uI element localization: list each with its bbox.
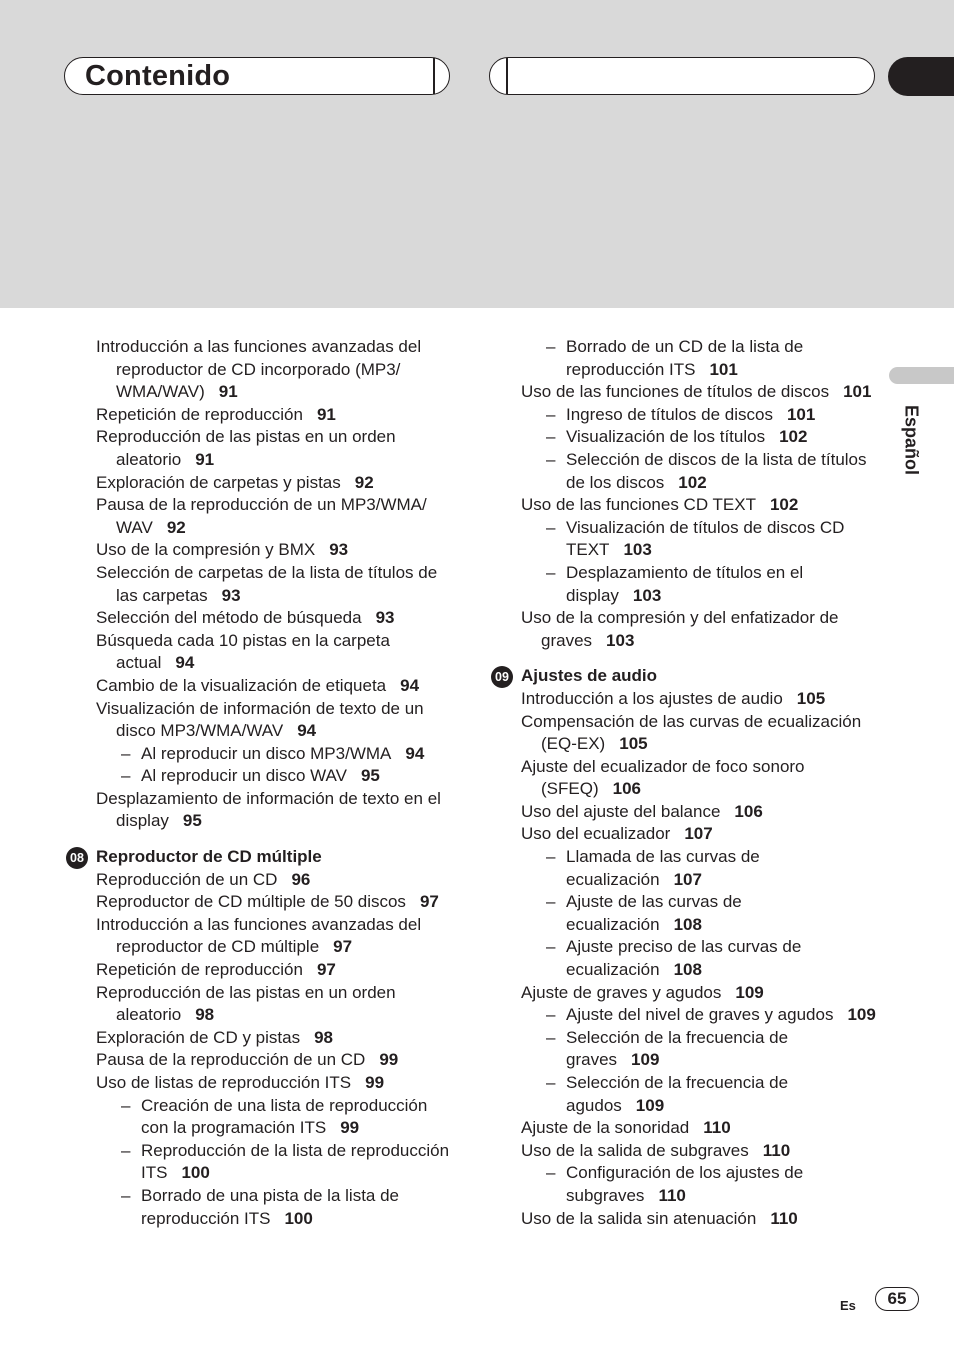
toc-entry[interactable] xyxy=(521,494,881,517)
toc-entry-title: Configuración de los ajustes de subgraves xyxy=(566,1163,804,1205)
toc-entry[interactable] xyxy=(96,539,456,562)
toc-entry[interactable] xyxy=(521,381,881,404)
subentry-dash: – xyxy=(546,1027,556,1047)
toc-subentry[interactable] xyxy=(521,891,881,936)
toc-entry-title: Al reproducir un disco MP3/WMA xyxy=(141,743,392,763)
header-blank-box xyxy=(489,57,875,95)
subentry-dash: – xyxy=(546,892,556,912)
toc-entry-title: Uso de la compresión y del enfatizador de graves xyxy=(521,608,839,650)
toc-entry-title: Reproducción de la lista de reproducción ITS xyxy=(141,1140,450,1183)
toc-entry-title: Desplazamiento de información de texto en el display xyxy=(96,788,441,831)
toc-page-number: 98 xyxy=(314,1027,334,1047)
toc-page-number: 100 xyxy=(181,1163,210,1183)
header-band xyxy=(0,0,954,308)
toc-entry-title: Uso de las funciones de títulos de discos xyxy=(521,382,830,402)
toc-entry[interactable] xyxy=(96,1049,456,1072)
toc-entry[interactable] xyxy=(96,982,456,1027)
toc-page-number: 93 xyxy=(375,608,395,628)
toc-entry[interactable] xyxy=(96,1072,456,1095)
subentry-dash: – xyxy=(546,1005,556,1025)
toc-entry-title: Reproducción de un CD xyxy=(96,869,278,889)
toc-entry-title: Uso de la salida sin atenuación xyxy=(521,1208,757,1228)
toc-entry[interactable] xyxy=(96,336,456,404)
toc-page-number: 91 xyxy=(316,404,336,424)
toc-subentry[interactable] xyxy=(521,562,881,607)
section-tab-marker xyxy=(888,57,954,96)
toc-subentry[interactable] xyxy=(521,336,881,381)
toc-entry-title: Visualización de los títulos xyxy=(566,427,766,447)
toc-entry[interactable] xyxy=(521,982,881,1005)
toc-entry-title: Repetición de reproducción xyxy=(96,404,303,424)
title-box-divider xyxy=(433,58,435,94)
subentry-dash: – xyxy=(546,517,556,537)
toc-page-number: 109 xyxy=(735,982,764,1002)
toc-subentry[interactable] xyxy=(521,517,881,562)
section-number-badge: 08 xyxy=(66,847,88,869)
toc-subentry[interactable] xyxy=(96,1095,456,1140)
toc-page-number: 102 xyxy=(779,427,808,447)
toc-entry-title: Selección del método de búsqueda xyxy=(96,608,362,628)
toc-entry[interactable] xyxy=(521,607,881,652)
toc-page-number: 94 xyxy=(297,721,317,741)
toc-entry-title: Reproducción de las pistas en un orden aleatorio xyxy=(96,427,396,469)
toc-page-number: 102 xyxy=(769,495,799,515)
toc-entry-title: Uso de la salida de subgraves xyxy=(521,1140,749,1160)
toc-page-number: 97 xyxy=(419,892,439,912)
toc-page-number: 109 xyxy=(635,1095,665,1115)
toc-entry-title: Llamada de las curvas de ecualización xyxy=(566,847,760,889)
toc-entry-title: Uso de listas de reproducción ITS xyxy=(96,1073,352,1092)
toc-page-number: 109 xyxy=(847,1005,876,1025)
toc-entry[interactable] xyxy=(96,1027,456,1050)
subentry-dash: – xyxy=(121,743,131,763)
toc-page-number: 101 xyxy=(843,382,872,402)
toc-page-number: 110 xyxy=(703,1118,731,1138)
toc-subentry[interactable] xyxy=(521,404,881,427)
toc-entry[interactable] xyxy=(96,630,456,675)
toc-entry-title: Ajuste del nivel de graves y agudos xyxy=(566,1005,834,1025)
toc-entry-title: Ajuste de las curvas de ecualización xyxy=(566,892,742,934)
subentry-dash: – xyxy=(121,1185,131,1205)
toc-entry-title: Exploración de carpetas y pistas xyxy=(96,472,341,492)
toc-subentry[interactable] xyxy=(521,1162,881,1207)
toc-entry-title: Borrado de una pista de la lista de reproducción ITS xyxy=(141,1185,400,1228)
toc-entry[interactable] xyxy=(96,607,456,630)
toc-entry-title: Selección de la frecuencia de graves xyxy=(566,1027,789,1070)
toc-page-number: 95 xyxy=(360,766,380,786)
subentry-dash: – xyxy=(121,1140,131,1160)
toc-page-number: 109 xyxy=(631,1050,660,1070)
toc-subentry[interactable] xyxy=(521,426,881,449)
blank-box-divider xyxy=(506,58,508,94)
page-title: Contenido xyxy=(85,60,231,92)
toc-page-number: 92 xyxy=(354,472,374,492)
footer-language-code: Es xyxy=(840,1298,856,1313)
toc-entry-title: Desplazamiento de títulos en el display xyxy=(566,562,804,605)
toc-subentry[interactable] xyxy=(96,743,456,766)
toc-page-number: 106 xyxy=(734,801,763,821)
toc-entry[interactable] xyxy=(521,688,881,711)
toc-page-number: 102 xyxy=(678,472,707,492)
section-title: Reproductor de CD múltiple xyxy=(96,847,322,867)
toc-page-number: 108 xyxy=(673,914,702,934)
subentry-dash: – xyxy=(546,1073,556,1092)
toc-entry[interactable] xyxy=(96,426,456,471)
toc-page-number: 91 xyxy=(218,382,238,402)
toc-entry-title: Búsqueda cada 10 pistas en la carpeta actual xyxy=(96,630,390,673)
toc-entry-title: Reproducción de las pistas en un orden aleatorio xyxy=(96,982,396,1025)
toc-entry-title: Selección de discos de la lista de títulos de los discos xyxy=(566,449,867,492)
toc-entry-title: Pausa de la reproducción de un CD xyxy=(96,1050,366,1070)
toc-page-number: 93 xyxy=(329,540,349,560)
toc-entry-title: Borrado de un CD de la lista de reproducción ITS xyxy=(566,337,804,379)
toc-page-number: 103 xyxy=(632,585,662,605)
toc-entry-title: Creación de una lista de reproducción con la programación ITS xyxy=(141,1095,428,1138)
toc-entry[interactable] xyxy=(96,404,456,427)
toc-page-number: 108 xyxy=(673,960,702,980)
toc-page-number: 93 xyxy=(221,585,241,605)
toc-page-number: 100 xyxy=(284,1208,313,1228)
toc-page-number: 99 xyxy=(340,1118,360,1138)
subentry-dash: – xyxy=(546,562,556,582)
toc-entry-title: Introducción a los ajustes de audio xyxy=(521,688,783,708)
toc-subentry[interactable] xyxy=(521,1027,881,1072)
toc-entry-title: Selección de la frecuencia de agudos xyxy=(566,1073,789,1115)
toc-page-number: 92 xyxy=(166,517,186,537)
toc-entry[interactable] xyxy=(96,891,456,914)
toc-page-number: 98 xyxy=(195,1005,215,1025)
toc-entry-title: Reproductor de CD múltiple de 50 discos xyxy=(96,892,406,912)
toc-page-number: 94 xyxy=(175,653,195,673)
title-box xyxy=(64,57,450,95)
toc-subentry[interactable] xyxy=(96,1185,456,1230)
toc-subentry[interactable] xyxy=(521,1072,881,1117)
toc-entry-title: Uso del ajuste del balance xyxy=(521,801,721,821)
section-number-badge: 09 xyxy=(491,666,513,688)
subentry-dash: – xyxy=(546,427,556,447)
toc-subentry[interactable] xyxy=(521,936,881,981)
toc-page-number: 95 xyxy=(182,811,202,831)
toc-subentry[interactable] xyxy=(96,1140,456,1185)
toc-page-number: 99 xyxy=(379,1050,399,1070)
toc-entry[interactable] xyxy=(96,472,456,495)
toc-entry-title: Al reproducir un disco WAV xyxy=(141,766,347,786)
section-heading xyxy=(70,846,456,869)
language-side-label: Español xyxy=(901,404,922,476)
toc-page-number: 94 xyxy=(405,743,425,763)
toc-entry-title: Exploración de CD y pistas xyxy=(96,1027,301,1047)
toc-entry-title: Uso del ecualizador xyxy=(521,824,671,844)
toc-page-number: 107 xyxy=(673,869,702,889)
toc-entry[interactable] xyxy=(521,823,881,846)
toc-entry[interactable] xyxy=(96,788,456,833)
toc-entry-title: Ajuste preciso de las curvas de ecualización xyxy=(566,937,802,980)
toc-entry-title: Ajuste de la sonoridad xyxy=(521,1118,690,1138)
language-tab-marker xyxy=(889,367,954,384)
toc-entry-title: Ajuste de graves y agudos xyxy=(521,982,722,1002)
subentry-dash: – xyxy=(546,847,556,867)
toc-entry[interactable] xyxy=(521,1117,881,1140)
toc-entry-title: Ingreso de títulos de discos xyxy=(566,404,773,424)
toc-entry-title: Uso de la compresión y BMX xyxy=(96,540,316,560)
toc-page-number: 110 xyxy=(658,1185,686,1205)
toc-page-number: 97 xyxy=(333,937,353,957)
section-heading xyxy=(495,665,881,688)
toc-entry-title: Introducción a las funciones avanzadas del reproductor de CD múltiple xyxy=(96,914,422,957)
toc-entry-title: Compensación de las curvas de ecualización (EQ-EX) xyxy=(521,711,862,754)
toc-page-number: 110 xyxy=(762,1140,791,1160)
toc-entry[interactable] xyxy=(521,756,881,801)
toc-subentry[interactable] xyxy=(96,765,456,788)
toc-entry-title: Introducción a las funciones avanzadas del reproductor de CD incorporado (MP3/ WMA/WAV) xyxy=(96,337,422,402)
toc-left-column xyxy=(70,336,456,1230)
toc-entry[interactable] xyxy=(96,959,456,982)
subentry-dash: – xyxy=(546,1163,556,1183)
toc-entry[interactable] xyxy=(96,675,456,698)
toc-page-number: 103 xyxy=(606,630,635,650)
toc-page-number: 105 xyxy=(796,688,826,708)
toc-entry-title: Cambio de la visualización de etiqueta xyxy=(96,675,387,695)
subentry-dash: – xyxy=(546,449,556,469)
toc-entry[interactable] xyxy=(521,711,881,756)
subentry-dash: – xyxy=(546,937,556,957)
toc-page-number: 110 xyxy=(770,1208,798,1228)
toc-entry[interactable] xyxy=(96,494,456,539)
subentry-dash: – xyxy=(546,404,556,424)
toc-page-number: 96 xyxy=(291,869,311,889)
toc-entry-title: Pausa de la reproducción de un MP3/WMA/ WAV xyxy=(96,495,427,537)
toc-entry-title: Uso de las funciones CD TEXT xyxy=(521,495,756,515)
subentry-dash: – xyxy=(121,1095,131,1115)
toc-page-number: 106 xyxy=(612,779,641,799)
toc-page-number: 99 xyxy=(365,1073,385,1092)
subentry-dash: – xyxy=(121,766,131,786)
page-number: 65 xyxy=(875,1287,919,1311)
toc-entry[interactable] xyxy=(96,698,456,743)
toc-entry[interactable] xyxy=(96,869,456,892)
toc-entry[interactable] xyxy=(521,801,881,824)
toc-page-number: 97 xyxy=(316,960,336,980)
toc-page-number: 103 xyxy=(623,540,652,560)
toc-entry-title: Visualización de títulos de discos CD TEXT xyxy=(566,517,845,560)
toc-subentry[interactable] xyxy=(521,449,881,494)
toc-subentry[interactable] xyxy=(521,1004,881,1027)
toc-entry[interactable] xyxy=(521,1140,881,1163)
toc-entry-title: Visualización de información de texto de un disco MP3/WMA/WAV xyxy=(96,698,424,741)
toc-entry[interactable] xyxy=(96,562,456,607)
toc-page-number: 107 xyxy=(684,824,713,844)
toc-page-number: 91 xyxy=(195,449,215,469)
toc-entry-title: Ajuste del ecualizador de foco sonoro (SFEQ) xyxy=(521,756,805,799)
subentry-dash: – xyxy=(546,337,556,356)
section-title: Ajustes de audio xyxy=(521,666,658,686)
toc-entry[interactable] xyxy=(96,914,456,959)
toc-page-number: 101 xyxy=(786,404,816,424)
toc-page-number: 101 xyxy=(709,359,738,379)
toc-page-number: 94 xyxy=(400,675,420,695)
toc-entry-title: Selección de carpetas de la lista de títulos de las carpetas xyxy=(96,562,438,605)
toc-page-number: 105 xyxy=(619,734,648,754)
toc-entry[interactable] xyxy=(521,1208,881,1231)
toc-entry-title: Repetición de reproducción xyxy=(96,960,303,980)
toc-right-column xyxy=(495,336,881,1230)
toc-subentry[interactable] xyxy=(521,846,881,891)
